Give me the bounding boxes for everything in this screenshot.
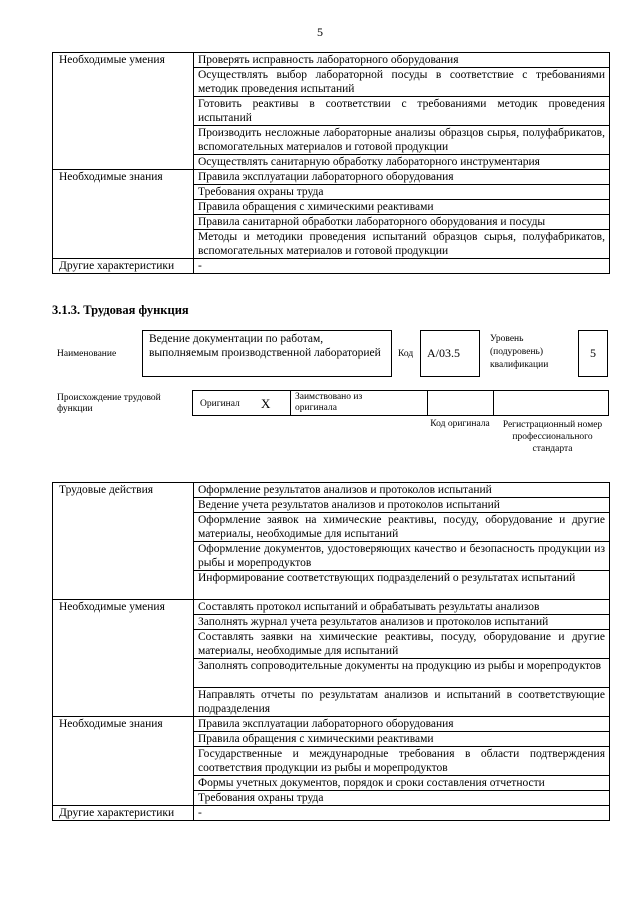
table-cell: Государственные и международные требования в области подтверждения соответствия продукции из рыбы и морепродуктов (194, 747, 610, 776)
table-cell: Правила эксплуатации лабораторного оборудования (194, 170, 610, 185)
table-cell: Оформление заявок на химические реактивы, посуду, оборудование и другие материалы, необходимые для испытаний (194, 513, 610, 542)
origin-divider (290, 390, 291, 416)
table-cell: - (194, 806, 610, 821)
origin-divider (427, 390, 428, 416)
table-cell: Правила обращения с химическими реактивами (194, 200, 610, 215)
table-cell: Составлять протокол испытаний и обрабатывать результаты анализов (194, 600, 610, 615)
table-cell: Осуществлять санитарную обработку лабораторного инструментария (194, 155, 610, 170)
name-value: Ведение документации по работам, выполняемым производственной лабораторией (149, 333, 381, 359)
table-cell: Формы учетных документов, порядок и сроки составления отчетности (194, 776, 610, 791)
code-label: Код (398, 349, 414, 359)
table-cell: Оформление результатов анализов и протоколов испытаний (194, 483, 610, 498)
table-cell: Ведение учета результатов анализов и протоколов испытаний (194, 498, 610, 513)
table-cell: Правила санитарной обработки лабораторного оборудования и посуды (194, 215, 610, 230)
table-cell: Составлять заявки на химические реактивы, посуду, оборудование и другие материалы, необходимые для испытаний (194, 630, 610, 659)
table-cell: Заполнять сопроводительные документы на продукцию из рыбы и морепродуктов (194, 659, 610, 688)
table-cell: Готовить реактивы в соответствии с требованиями методик проведения испытаний (194, 97, 610, 126)
registration-number-caption: Регистрационный номер профессионального стандарта (502, 420, 603, 454)
table-cell: Осуществлять выбор лабораторной посуды в соответствие с требованиями методик проведения испытаний (194, 68, 610, 97)
section-title: 3.1.3. Трудовая функция (52, 303, 189, 317)
table-cell: Заполнять журнал учета результатов анализов и протоколов испытаний (194, 615, 610, 630)
requirements-table-top (52, 52, 610, 274)
table-cell: Производить несложные лабораторные анализы образцов сырья, полуфабрикатов, вспомогательных материалов и готовой продукции (194, 126, 610, 155)
category-other: Другие характеристики (53, 259, 194, 274)
table-cell: Требования охраны труда (194, 185, 610, 200)
category-knowledge: Необходимые знания (53, 717, 194, 806)
requirements-table-bottom (52, 482, 610, 821)
origin-row (192, 390, 609, 416)
name-label: Наименование (57, 349, 117, 359)
original-mark: Х (261, 396, 271, 411)
level-value: 5 (590, 346, 596, 360)
code-original-caption: Код оригинала (430, 419, 490, 429)
origin-divider (493, 390, 494, 416)
table-cell: Методы и методики проведения испытаний образцов сырья, полуфабрикатов, вспомогательных материалов и готовой продукции (194, 230, 610, 259)
original-label: Оригинал (200, 399, 240, 409)
table-cell: Проверять исправность лабораторного оборудования (194, 53, 610, 68)
table-cell: Требования охраны труда (194, 791, 610, 806)
table-cell: - (194, 259, 610, 274)
category-knowledge: Необходимые знания (53, 170, 194, 259)
origin-label: Происхождение трудовой функции (57, 393, 161, 414)
table-cell: Направлять отчеты по результатам анализов и испытаний в соответствующие подразделения (194, 688, 610, 717)
table-cell: Информирование соответствующих подразделений о результатах испытаний (194, 571, 610, 600)
level-label: Уровень (подуровень) квалификации (490, 334, 549, 370)
category-labor-actions: Трудовые действия (53, 483, 194, 600)
category-other: Другие характеристики (53, 806, 194, 821)
table-cell: Оформление документов, удостоверяющих качество и безопасность продукции из рыбы и морепродуктов (194, 542, 610, 571)
table-cell: Правила эксплуатации лабораторного оборудования (194, 717, 610, 732)
code-value: А/03.5 (427, 346, 460, 360)
category-skills: Необходимые умения (53, 600, 194, 717)
category-skills: Необходимые умения (53, 53, 194, 170)
borrowed-label: Заимствовано из оригинала (295, 392, 363, 413)
table-cell: Правила обращения с химическими реактивами (194, 732, 610, 747)
page-number: 5 (317, 25, 323, 39)
